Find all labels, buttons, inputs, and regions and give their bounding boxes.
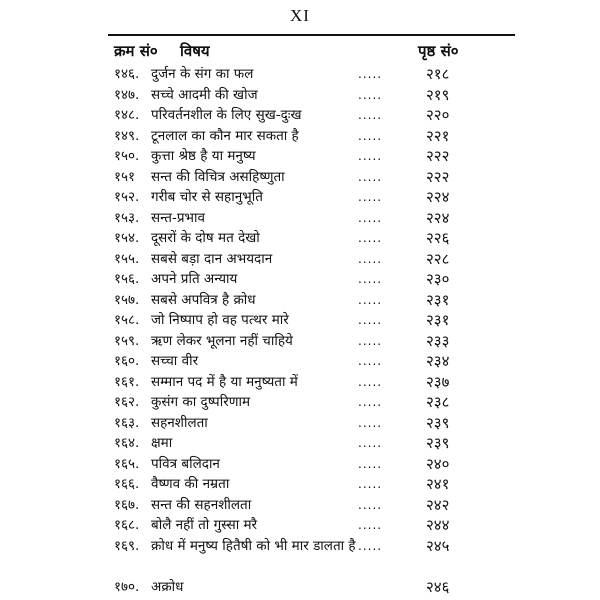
toc-entry-leader: ..... <box>358 456 383 471</box>
toc-entry <box>0 85 600 106</box>
toc-entry-leader: ..... <box>358 169 383 184</box>
toc-entry <box>0 146 600 167</box>
toc-entry-number: १६१. <box>114 373 140 390</box>
page-roman-numeral: XI <box>290 6 310 25</box>
toc-entry-page: २३९ <box>426 434 450 452</box>
toc-entry-number: १७०. <box>114 578 140 595</box>
toc-entry-page: २१९ <box>426 85 450 104</box>
toc-entry-title: ऋण लेकर भूलना नहीं चाहिये <box>151 332 293 349</box>
toc-entry-leader: ..... <box>358 149 383 163</box>
toc-entry <box>0 64 600 85</box>
toc-entry <box>0 187 600 208</box>
toc-entry-leader: ..... <box>358 395 383 409</box>
header-rule <box>108 34 515 36</box>
toc-entry-page: २३० <box>426 270 450 288</box>
toc-entry-title: गरीब चोर से सहानुभूति <box>151 189 263 205</box>
toc-entry-leader: ..... <box>358 415 383 430</box>
toc-entry-title: कुत्ता श्रेष्ठ है या मनुष्य <box>151 148 256 164</box>
toc-entry-number: १५४. <box>114 230 140 246</box>
toc-entry-number: १५६. <box>114 271 140 287</box>
toc-entry <box>0 249 600 270</box>
toc-entry-title: सबसे बड़ा दान अभयदान <box>151 250 273 267</box>
toc-entry-page: २४१ <box>426 475 450 493</box>
toc-entry-leader: ..... <box>358 67 383 81</box>
toc-entry <box>0 228 600 249</box>
toc-entry-page: २४४ <box>426 516 450 534</box>
toc-entry-page: २२४ <box>426 188 450 206</box>
toc-entry <box>0 208 600 229</box>
toc-entry <box>0 351 600 372</box>
toc-entry-page: २४० <box>426 454 450 473</box>
toc-entry-title: पवित्र बलिदान <box>151 455 220 472</box>
toc-entry-number: १५८. <box>114 312 140 328</box>
toc-entry-title: वैष्णव की नम्रता <box>151 476 230 492</box>
toc-entry-page: २२८ <box>426 249 450 268</box>
toc-entry-title: दुर्जन के संग का फल <box>151 66 254 82</box>
toc-entry-number: १४८. <box>114 107 140 123</box>
toc-entry-page: २३१ <box>426 311 450 329</box>
toc-entry <box>0 577 600 598</box>
header-page-label: पृष्ठ सं० <box>418 42 459 60</box>
toc-entry-title: जो निष्पाप हो वह पत्थर मारे <box>151 312 289 328</box>
toc-entry-title: अपने प्रति अन्याय <box>151 271 238 287</box>
toc-entry-page: २४२ <box>426 495 450 514</box>
toc-entry-leader: ..... <box>358 538 383 553</box>
toc-entry <box>0 331 600 352</box>
toc-entry-page: २४५ <box>426 536 450 555</box>
toc-entry-leader: ..... <box>358 354 383 368</box>
toc-entry-page: २३७ <box>426 372 450 391</box>
toc-entry-leader: ..... <box>358 436 383 450</box>
toc-entry-title: टूनलाल का कौन मार सकता है <box>151 127 299 144</box>
toc-entry-leader: ..... <box>358 313 383 327</box>
toc-entry-title: सच्चा वीर <box>151 353 199 369</box>
toc-entry-page: २२६ <box>426 229 450 247</box>
toc-entry-leader: ..... <box>358 108 383 122</box>
toc-entry <box>0 515 600 536</box>
toc-entry-leader: ..... <box>358 251 383 266</box>
table-of-contents <box>0 64 600 597</box>
toc-entry-title: अक्रोध <box>151 578 184 595</box>
toc-entry-page: २२० <box>426 106 450 124</box>
toc-entry <box>0 413 600 434</box>
toc-entry <box>0 310 600 331</box>
toc-entry-number: १५७. <box>114 291 140 308</box>
toc-entry-leader: ..... <box>358 292 383 307</box>
toc-entry-title: दूसरों के दोष मत देखो <box>151 230 260 246</box>
toc-entry-number: १६९. <box>114 537 140 554</box>
toc-entry-title: सन्त की विचित्र असहिष्णुता <box>151 168 285 185</box>
toc-entry-leader: ..... <box>358 518 383 532</box>
toc-entry-leader: ..... <box>358 87 383 102</box>
toc-entry-number: १६५. <box>114 455 140 472</box>
toc-entry-leader: ..... <box>358 190 383 204</box>
toc-entry-title: बोलै नहीं तो गुस्सा मरै <box>151 517 258 533</box>
toc-entry-page: २२१ <box>426 126 450 145</box>
toc-entry-number: १५१ <box>114 168 136 185</box>
toc-entry-title: सच्चे आदमी की खोज <box>151 86 258 103</box>
toc-entry <box>0 495 600 516</box>
toc-entry-number: १५०. <box>114 148 140 164</box>
toc-entry-number: १५९. <box>114 332 140 349</box>
toc-entry <box>0 536 600 577</box>
toc-entry-leader: ..... <box>358 477 383 491</box>
toc-entry-page: २१८ <box>426 65 450 83</box>
toc-entry-number: १६४. <box>114 435 140 451</box>
toc-entry-title: सहनशीलता <box>151 414 208 431</box>
toc-entry-page: २३४ <box>426 352 450 370</box>
toc-entry-page: २४६ <box>426 577 450 596</box>
toc-entry-leader: ..... <box>358 272 383 286</box>
toc-entry-title: सन्त-प्रभाव <box>151 209 206 226</box>
toc-entry-number: १६६. <box>114 476 140 492</box>
toc-entry <box>0 474 600 495</box>
toc-entry-page: २२२ <box>426 167 450 186</box>
toc-entry-page: २२२ <box>426 147 450 165</box>
header-subject-label: विषय <box>180 42 210 60</box>
toc-entry <box>0 167 600 188</box>
toc-entry-page: २३३ <box>426 331 450 350</box>
toc-entry-leader: ..... <box>358 497 383 512</box>
toc-entry-number: १६३. <box>114 414 140 431</box>
toc-entry-title: सम्मान पद में है या मनुष्यता में <box>151 373 298 390</box>
toc-entry <box>0 126 600 147</box>
toc-entry-page: २२४ <box>426 208 450 227</box>
toc-entry-title: सबसे अपवित्र है क्रोध <box>151 291 256 308</box>
toc-entry <box>0 269 600 290</box>
toc-entry-number: १४६. <box>114 66 140 82</box>
toc-entry-leader: ..... <box>358 333 383 348</box>
toc-entry <box>0 105 600 126</box>
toc-entry-number: १६७. <box>114 496 140 513</box>
toc-entry-leader: ..... <box>358 128 383 143</box>
toc-entry-page: २३९ <box>426 413 450 432</box>
toc-entry-number: १४७. <box>114 86 140 103</box>
toc-entry-leader: ..... <box>358 231 383 245</box>
toc-entry-leader: ..... <box>358 210 383 225</box>
toc-entry-number: १५३. <box>114 209 140 226</box>
header-serial-label: क्रम सं० <box>114 42 158 60</box>
toc-entry <box>0 392 600 413</box>
toc-entry-number: १६२. <box>114 394 140 410</box>
toc-entry <box>0 454 600 475</box>
toc-entry-number: १४९. <box>114 127 140 144</box>
toc-entry-title: क्षमा <box>151 435 173 451</box>
toc-entry-number: १६०. <box>114 353 140 369</box>
toc-entry-title: परिवर्तनशील के लिए सुख-दुःख <box>151 107 302 123</box>
toc-entry-leader: ..... <box>358 374 383 389</box>
toc-entry <box>0 433 600 454</box>
toc-entry-title: क्रोध में मनुष्य हितैषी को भी मार डालता है <box>151 537 356 554</box>
toc-entry-title: सन्त की सहनशीलता <box>151 496 252 513</box>
toc-entry-page: २३१ <box>426 290 450 309</box>
toc-entry <box>0 372 600 393</box>
toc-entry-number: १५२. <box>114 189 140 205</box>
toc-entry <box>0 290 600 311</box>
toc-entry-page: २३८ <box>426 393 450 411</box>
toc-entry-number: १५५. <box>114 250 140 267</box>
toc-entry-number: १६८. <box>114 517 140 533</box>
toc-entry-title: कुसंग का दुष्परिणाम <box>151 394 251 410</box>
